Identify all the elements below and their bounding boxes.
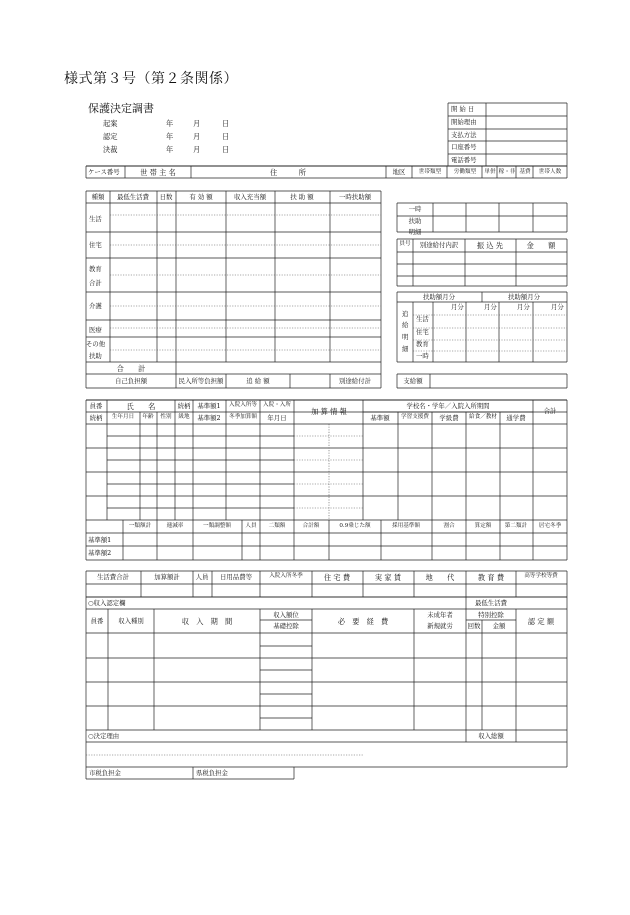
approved-amount: 認 定 額 xyxy=(527,617,555,626)
base1-h: 基準額1 xyxy=(197,402,221,410)
deduct-amount: 金額 xyxy=(492,622,506,630)
total-income-label: 収入総額 xyxy=(478,732,504,740)
living-total: 生活費合計 xyxy=(97,573,129,581)
minor: 未成年者 xyxy=(427,611,453,619)
row-education: 教育 xyxy=(89,265,102,273)
amount-label: 金 額 xyxy=(526,241,556,250)
temp-aid-header: 一時扶助額 xyxy=(339,193,371,201)
min-living-cost: 最低生活費 xyxy=(475,599,507,607)
class1-adjust: 一類調整額 xyxy=(203,523,231,529)
row-other: その他 xyxy=(86,340,106,348)
row-aid: 扶助 xyxy=(89,352,102,360)
base-cost-label: 基費 xyxy=(519,169,531,175)
birthdate-h: 生年月日 xyxy=(111,414,135,420)
account-number-label: 口座番号 xyxy=(451,143,477,151)
class1-total: 一類額計 xyxy=(128,523,152,529)
date-month: 月 xyxy=(193,132,201,141)
form-title: 様式第３号（第２条関係） xyxy=(64,71,238,87)
income-member-no: 員番 xyxy=(90,617,104,625)
date-year: 年 xyxy=(166,119,174,128)
times-09: 0.9乗じた額 xyxy=(339,523,371,529)
separate-benefit-label: 別途給付計 xyxy=(339,377,371,385)
household-size-label: 世帯人数 xyxy=(538,169,562,175)
adopted-base: 採用基準額 xyxy=(392,523,420,529)
ratio: 割合 xyxy=(443,523,455,529)
base-amt-h: 基準額 xyxy=(370,414,390,422)
prefecture-burden-label: 県税負担金 xyxy=(196,769,228,777)
date-month: 月 xyxy=(193,119,201,128)
date-month: 月 xyxy=(193,145,201,154)
aid-label: 扶助 xyxy=(408,217,422,225)
date-label-kessai: 決裁 xyxy=(103,145,118,154)
member-no-label: 員号 xyxy=(399,241,411,247)
single-combined-label: 単併 xyxy=(484,169,496,175)
school-h: 学校名・学年／入院入所期間 xyxy=(406,402,490,410)
kijun2-label: 基準額2 xyxy=(88,549,112,557)
row-combo: 合計 xyxy=(89,279,102,287)
row-medical: 医療 xyxy=(89,326,102,334)
income-title: ○収入認定欄 xyxy=(88,599,126,607)
relation2-h: 続柄 xyxy=(89,414,103,422)
month-1: 月分 xyxy=(451,303,464,311)
actual-rent: 実 家 賃 xyxy=(374,573,402,582)
highschool-cost: 高等学校等費 xyxy=(524,573,558,579)
basic-deduction: 基礎控除 xyxy=(273,622,299,630)
suppl-education: 教育 xyxy=(416,340,429,348)
addition-total: 加算額計 xyxy=(154,573,180,581)
days-header: 日数 xyxy=(159,193,173,201)
transfer-to-label: 振 込 先 xyxy=(476,241,504,250)
date-year: 年 xyxy=(166,132,174,141)
new-employment: 新規就労 xyxy=(427,622,453,630)
land-rent: 地 代 xyxy=(425,573,455,582)
class-fee-h: 学級費 xyxy=(439,414,459,422)
add-info-h: 加 算 情 報 xyxy=(311,407,347,416)
row-care: 介護 xyxy=(89,302,102,310)
hospital-etc-h: 入院入所等 xyxy=(229,402,257,408)
month-4: 月分 xyxy=(551,303,564,311)
date-year: 年 xyxy=(166,145,174,154)
kijun1-label: 基準額1 xyxy=(88,536,112,544)
separate-breakdown-label: 別途給付内訳 xyxy=(419,241,459,249)
aid-amount-header: 扶 助 額 xyxy=(290,193,314,201)
class2-total: 第二類計 xyxy=(504,523,528,529)
hospital-winter: 入院入所冬季 xyxy=(269,573,303,579)
city-burden-label: 市税負担金 xyxy=(89,769,121,777)
class2-amount: 二類額 xyxy=(268,523,286,529)
phone-number-label: 電話番号 xyxy=(451,156,477,164)
date-label-nintei: 認定 xyxy=(103,132,118,141)
lunch-h: 給食／教材 xyxy=(469,414,497,420)
aid-month-label-1: 扶助額月分 xyxy=(423,293,455,301)
necessary-expenses: 必 要 経 費 xyxy=(337,617,389,626)
suppl-char-1: 追 xyxy=(402,310,409,318)
decrease-rate: 逓減率 xyxy=(166,523,184,529)
row-housing: 住宅 xyxy=(89,241,102,249)
suppl-living: 生活 xyxy=(416,315,429,323)
working-label: 稼・非 xyxy=(498,169,516,175)
facility-burden-label: 民入所等負担額 xyxy=(178,377,224,385)
age-h: 年齢 xyxy=(142,414,154,420)
paid-amount-label: 支給額 xyxy=(403,377,423,385)
sum-amount: 合計額 xyxy=(302,523,320,529)
daily-goods: 日用品費等 xyxy=(220,573,252,581)
householder-label: 世 帯 主 名 xyxy=(140,168,176,177)
date-day: 日 xyxy=(222,119,230,128)
suppl-char-2: 給 xyxy=(402,321,409,329)
address-label: 住 所 xyxy=(270,168,306,177)
decision-reason-label: ○決定理由 xyxy=(88,732,120,740)
income-unit: 収入額位 xyxy=(273,611,299,619)
date-day: 日 xyxy=(222,132,230,141)
special-deduction: 特別控除 xyxy=(478,611,504,619)
temp-label: 一時 xyxy=(408,205,422,213)
total-label: 合 計 xyxy=(116,364,146,373)
grade-h: 級地 xyxy=(178,414,190,420)
housing-cost: 住 宅 費 xyxy=(323,573,351,582)
suppl-housing: 住宅 xyxy=(416,328,429,336)
sex-h: 性別 xyxy=(160,414,172,420)
hospital-h: 入院・入所 xyxy=(263,402,291,408)
suppl-temp: 一時 xyxy=(416,352,429,360)
type-header: 種類 xyxy=(91,193,105,201)
date-label-kian: 起案 xyxy=(103,119,118,128)
household-type-label: 世帯類型 xyxy=(418,169,442,175)
min-living-header: 最低生活費 xyxy=(117,193,149,201)
home-winter: 居宅冬季 xyxy=(538,523,562,529)
start-reason-label: 開始理由 xyxy=(451,118,477,126)
name-h: 氏 名 xyxy=(126,402,156,411)
payment-method-label: 支払方法 xyxy=(451,131,477,139)
additional-pay-label: 追 給 額 xyxy=(246,377,270,385)
labor-type-label: 労働類型 xyxy=(453,169,477,175)
study-support-h: 学習支援費 xyxy=(401,414,429,420)
doc-title: 保護決定調書 xyxy=(88,102,154,115)
month-2: 月分 xyxy=(484,303,497,311)
self-burden-label: 自己負担額 xyxy=(115,377,147,385)
members: 人員 xyxy=(245,523,257,529)
row-living: 生活 xyxy=(89,215,102,223)
commute-h: 通学費 xyxy=(506,414,526,422)
effective-amount-header: 有 効 額 xyxy=(189,193,213,201)
income-applied-header: 収入充当額 xyxy=(234,193,266,201)
aid-month-label-2: 扶助額月分 xyxy=(508,293,540,301)
relation-h: 続柄 xyxy=(177,402,191,410)
base2-h: 基準額2 xyxy=(197,414,221,422)
case-number-label: ケース番号 xyxy=(88,168,120,176)
suppl-char-4: 細 xyxy=(402,345,409,353)
month-3: 月分 xyxy=(517,303,530,311)
calc-amount: 算定額 xyxy=(474,523,492,529)
start-date-label: 開 始 日 xyxy=(451,105,475,113)
income-period: 収 入 期 間 xyxy=(181,617,233,626)
winter-h: 冬季加算額 xyxy=(229,414,257,420)
district-label: 地区 xyxy=(392,168,406,176)
detail-label: 明細 xyxy=(408,228,422,236)
count: 回数 xyxy=(467,622,481,630)
total-h: 合計 xyxy=(543,407,557,415)
education-cost: 教 育 費 xyxy=(477,573,505,582)
date-day: 日 xyxy=(222,145,230,154)
member-no-h: 員番 xyxy=(89,402,103,410)
income-type: 収入種別 xyxy=(118,617,144,625)
date-h: 年月日 xyxy=(267,414,287,422)
persons: 人員 xyxy=(195,573,209,581)
suppl-char-3: 明 xyxy=(402,333,409,341)
